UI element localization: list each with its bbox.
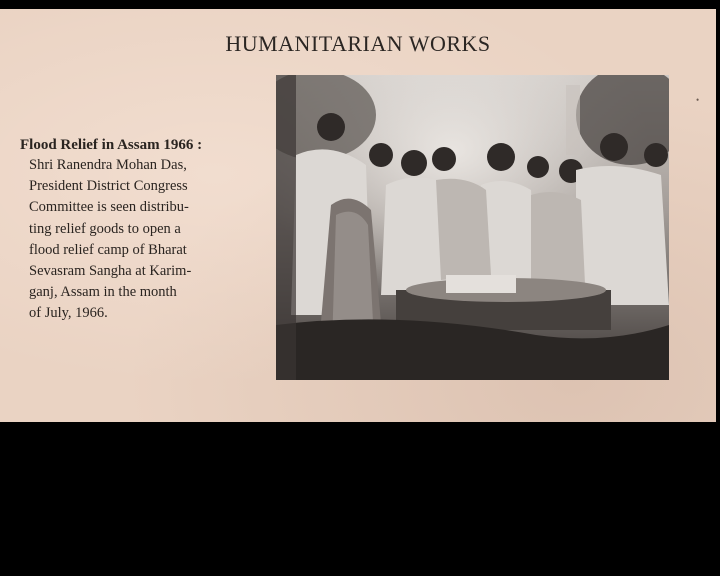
caption-heading: Flood Relief in Assam 1966 : xyxy=(20,137,203,153)
caption-line: Committee is seen distribu- xyxy=(29,199,189,216)
photo-caption xyxy=(20,137,238,325)
photo-illustration xyxy=(276,75,669,380)
caption-line: Sevasram Sangha at Karim- xyxy=(29,263,192,280)
caption-body xyxy=(20,155,238,325)
caption-line: Shri Ranendra Mohan Das, xyxy=(29,157,187,173)
caption-line: flood relief camp of Bharat xyxy=(29,241,187,258)
caption-line: President District Congress xyxy=(29,178,188,195)
caption-line: of July, 1966. xyxy=(29,305,108,322)
page-title: HUMANITARIAN WORKS xyxy=(225,31,491,56)
caption-line: ting relief goods to open a xyxy=(29,220,181,237)
document-page xyxy=(0,9,716,422)
page-edge-mark: • xyxy=(696,95,700,105)
caption-line: ganj, Assam in the month xyxy=(29,284,177,301)
scan-border xyxy=(0,422,720,576)
flood-relief-photograph xyxy=(276,75,669,380)
